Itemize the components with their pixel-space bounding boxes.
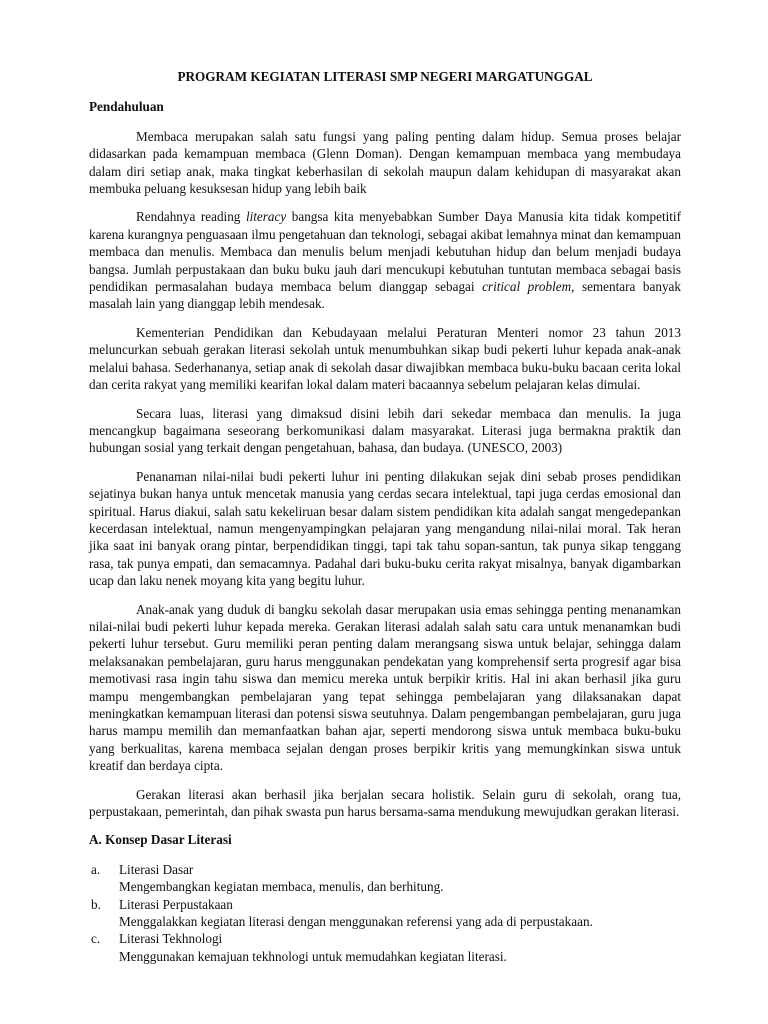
- list-item: [89, 930, 681, 965]
- paragraph-2-part: bangsa kita menyebabkan Sumber Daya Manusia kita tidak kompetitif karena kurangnya penguasaan ilmu pengetahuan dan teknologi, sebagai akibat lemahnya minat dan kemampuan membaca dan menulis. Membaca dan menulis belum menjadi kebutuhan hidup dan belum menjadi budaya bangsa. Jumlah perpustakaan dan buku buku jauh dari mencukupi kebutuhan tuntutan membaca sebagai basis pendidikan permasalahan budaya membaca belum dianggap sebagai: [89, 209, 681, 295]
- list-item-title: Literasi Perpustakaan: [119, 896, 233, 912]
- list-marker: a.: [91, 861, 101, 877]
- section-a-heading: A. Konsep Dasar Literasi: [89, 832, 232, 848]
- list-item: [89, 896, 681, 931]
- list-marker: b.: [91, 896, 101, 912]
- paragraph-6: Anak-anak yang duduk di bangku sekolah dasar merupakan usia emas sehingga penting menanamkan nilai-nilai budi pekerti luhur kepada mereka. Gerakan literasi adalah salah satu cara untuk menanamkan budi pekerti luhur tersebut. Guru memiliki peran penting dalam merangsang siswa untuk belajar, sehingga dalam melaksanakan pembelajaran, guru harus menggunakan pendekatan yang komprehensif serta progresif agar bisa memotivasi rasa ingin tahu siswa dan memicu mereka untuk berpikir kritis. Hal ini akan berhasil jika guru mampu mengembangkan pembelajaran yang tepat sehingga pembelajaran yang dilaksanakan dapat meningkatkan kemampuan literasi dan potensi siswa seutuhnya. Dalam pengembangan pembelajaran, guru juga harus mampu memilih dan memanfaatkan bahan ajar, seperti mendorong siswa untuk membaca buku-buku yang berkualitas, karena membaca sejalan dengan proses berpikir kritis yang memungkinkan siswa untuk kreatif dan berdaya cipta.: [89, 601, 681, 774]
- italic-critical-problem: critical problem: [482, 279, 572, 295]
- intro-heading: Pendahuluan: [89, 99, 164, 115]
- paragraph-7: Gerakan literasi akan berhasil jika berjalan secara holistik. Selain guru di sekolah, orang tua, perpustakaan, pemerintah, dan pihak swasta pun harus bersama-sama mendukung mewujudkan gerakan literasi.: [89, 786, 681, 820]
- paragraph-1: Membaca merupakan salah satu fungsi yang paling penting dalam hidup. Semua proses belajar didasarkan pada kemampuan membaca (Glenn Doman). Dengan kemampuan membaca yang membudaya dalam diri setiap anak, maka tingkat keberhasilan di sekolah maupun dalam kehidupan di masyarakat akan membuka peluang kesuksesan hidup yang lebih baik: [89, 128, 681, 197]
- list-item: [89, 861, 681, 896]
- list-item-desc: Menggalakkan kegiatan literasi dengan menggunakan referensi yang ada di perpustakaan.: [119, 914, 593, 930]
- paragraph-3: Kementerian Pendidikan dan Kebudayaan melalui Peraturan Menteri nomor 23 tahun 2013 meluncurkan sebuah gerakan literasi sekolah untuk menumbuhkan sikap budi pekerti luhur kepada anak-anak melalui bahasa. Sederhananya, setiap anak di sekolah dasar diwajibkan membaca buku-buku bacaan cerita lokal dan cerita rakyat yang memiliki kearifan lokal dalam materi bacaannya sebelum pelajaran kelas dimulai.: [89, 324, 681, 393]
- list-marker: c.: [91, 931, 101, 947]
- list-item-desc: Menggunakan kemajuan tekhnologi untuk memudahkan kegiatan literasi.: [119, 948, 507, 964]
- literacy-concept-list: [89, 861, 681, 965]
- paragraph-5: Penanaman nilai-nilai budi pekerti luhur ini penting dilakukan sejak dini sebab proses pendidikan sejatinya bukan hanya untuk mencetak manusia yang cerdas secara intelektual, tapi juga cerdas emosional dan spiritual. Harus diakui, salah satu kekeliruan besar dalam sistem pendidikan kita adalah sangat mengedepankan kecerdasan intelektual, namun mengenyampingkan pelajaran yang mengandung nilai-nilai moral. Tak heran jika saat ini banyak orang pintar, berpendidikan tinggi, tapi tak tahu sopan-santun, tak punya sikap tenggang rasa, tak punya empati, dan semacamnya. Padahal dari buku-buku cerita rakyat misalnya, banyak digambarkan ucap dan laku nenek moyang kita yang begitu luhur.: [89, 468, 681, 589]
- list-item-title: Literasi Tekhnologi: [119, 931, 223, 947]
- list-item-desc: Mengembangkan kegiatan membaca, menulis, dan berhitung.: [119, 879, 444, 895]
- paragraph-2: [89, 208, 681, 312]
- paragraph-2-part: , sementara banyak masalah lain yang dianggap lebih mendesak.: [89, 279, 681, 312]
- italic-literacy: literacy: [245, 209, 287, 225]
- document-title: PROGRAM KEGIATAN LITERASI SMP NEGERI MARGATUNGGAL: [177, 69, 593, 84]
- paragraph-2-part: Rendahnya reading: [136, 209, 246, 225]
- list-item-title: Literasi Dasar: [119, 861, 194, 877]
- paragraph-4: Secara luas, literasi yang dimaksud disini lebih dari sekedar membaca dan menulis. Ia juga mencangkup bagaimana seseorang berkomunikasi dalam masyarakat. Literasi juga bermakna praktik dan hubungan sosial yang terkait dengan pengetahuan, bahasa, dan budaya. (UNESCO, 2003): [89, 405, 681, 456]
